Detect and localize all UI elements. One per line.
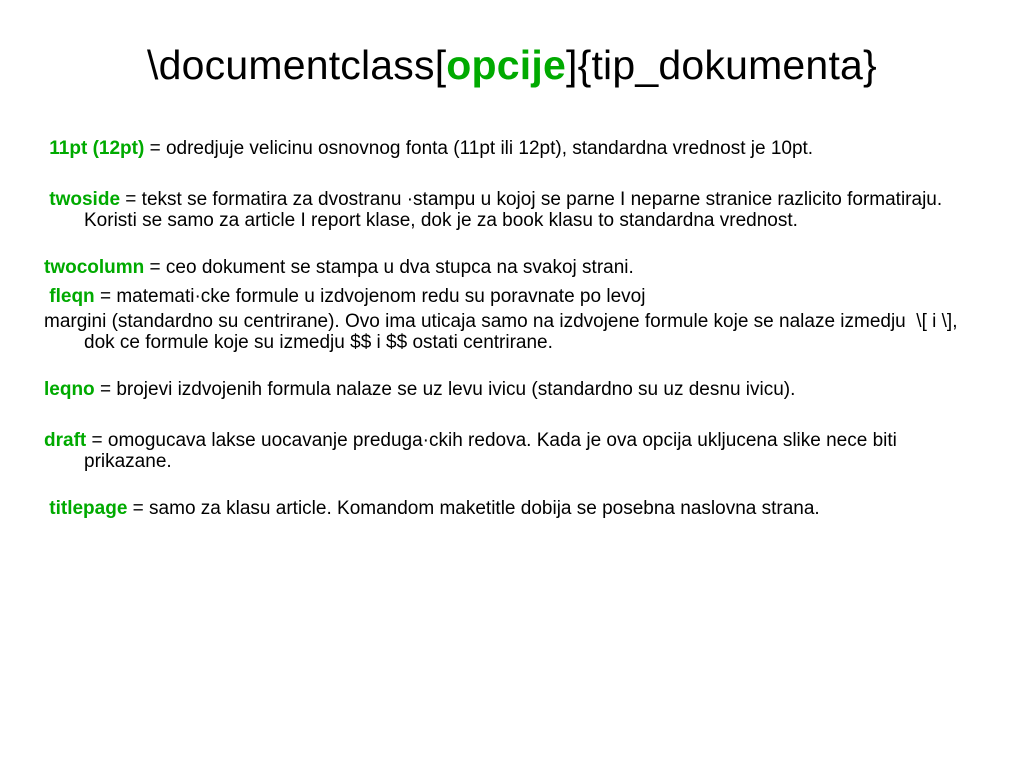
option-description: = odredjuje velicinu osnovnog fonta (11pt ili 12pt), standardna vrednost je 10pt. [144, 138, 814, 159]
option-fleqn [44, 286, 974, 307]
option-keyword: twocolumn [44, 257, 145, 278]
option-keyword: draft [44, 430, 87, 451]
option-keyword: fleqn [49, 286, 95, 307]
option-description: = brojevi izdvojenih formula nalaze se uz levu ivicu (standardno su uz desnu ivicu). [94, 379, 796, 400]
option-keyword: 11pt (12pt) [49, 138, 145, 159]
option-description: margini (standardno su centrirane). Ovo ima uticaja samo na izdvojene formule koje se nalaze izmedju \[ i \], dok ce formule koje su izmedju $$ i $$ ostati centrirane. [44, 311, 963, 353]
option-twocolumn [44, 257, 974, 278]
slide-title [0, 40, 1024, 90]
option-description: = matemati·cke formule u izdvojenom redu su poravnate po levoj [94, 286, 646, 307]
title-highlight: opcije [446, 42, 566, 88]
option-titlepage [44, 498, 974, 519]
option-keyword: titlepage [49, 498, 128, 519]
options-list [44, 138, 974, 519]
option-keyword: twoside [49, 189, 121, 210]
title-suffix: ]{tip_dokumenta} [565, 42, 877, 88]
option-keyword: leqno [44, 379, 95, 400]
option-leqno [44, 379, 974, 400]
option-description: = omogucava lakse uocavanje preduga·ckih redova. Kada je ova opcija ukljucena slike nece biti prikazane. [84, 430, 903, 472]
option-fleqn-continuation [44, 311, 974, 353]
option-font-size [44, 138, 974, 159]
option-twoside [44, 189, 974, 231]
option-description: = samo za klasu article. Komandom maketitle dobija se posebna naslovna strana. [127, 498, 820, 519]
option-description: = ceo dokument se stampa u dva stupca na svakoj strani. [144, 257, 634, 278]
title-prefix: \documentclass[ [147, 42, 447, 88]
option-description: = tekst se formatira za dvostranu ·stampu u kojoj se parne I neparne stranice razlicito formatiraju. Koristi se samo za article I report klase, dok je za book klasu to standardna vrednost. [84, 189, 948, 231]
option-draft [44, 430, 974, 472]
